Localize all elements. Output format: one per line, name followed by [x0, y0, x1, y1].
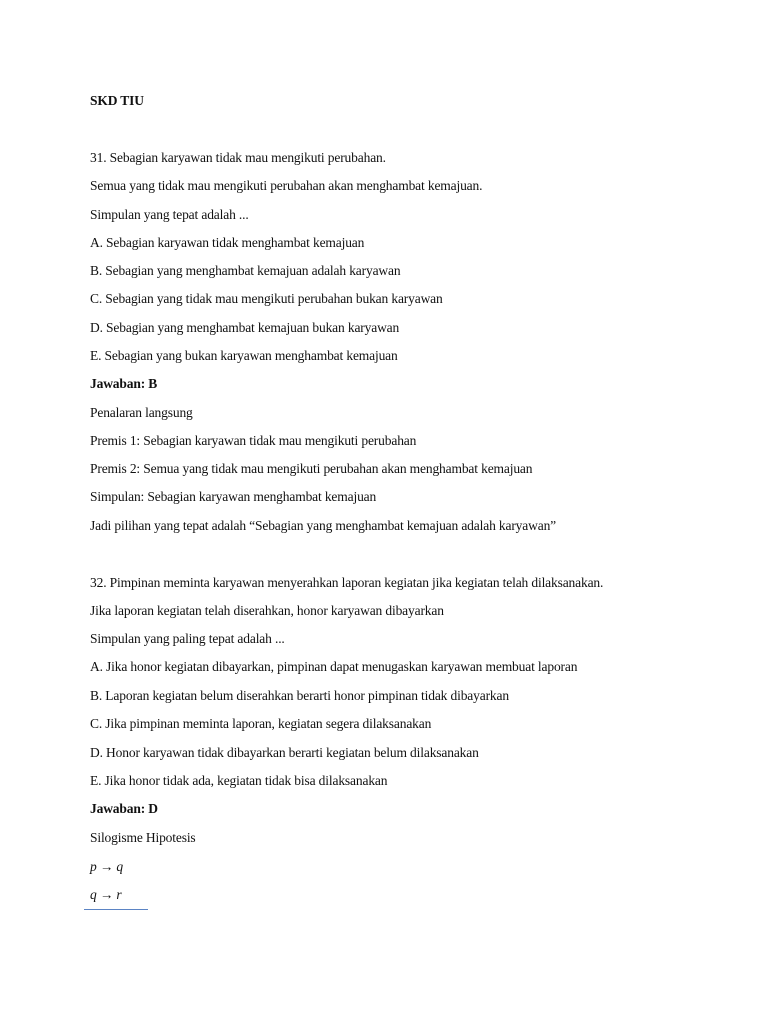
q31-question-line-2: Semua yang tidak mau mengikuti perubahan akan menghambat kemajuan.: [90, 178, 483, 193]
q32-question-line-2: Jika laporan kegiatan telah diserahkan, honor karyawan dibayarkan: [90, 603, 444, 618]
q31-option-d: D. Sebagian yang menghambat kemajuan bukan karyawan: [90, 320, 400, 335]
q32-formula-1: p → q: [90, 859, 124, 874]
q31-option-b: B. Sebagian yang menghambat kemajuan adalah karyawan: [90, 263, 401, 278]
q31-final-choice: Jadi pilihan yang tepat adalah “Sebagian yang menghambat kemajuan adalah karyawan”: [90, 518, 557, 533]
q32-prompt: Simpulan yang paling tepat adalah ...: [90, 631, 285, 646]
q31-explanation-title: Penalaran langsung: [90, 405, 193, 420]
q31-option-e: E. Sebagian yang bukan karyawan menghambat kemajuan: [90, 348, 398, 363]
q32-option-b: B. Laporan kegiatan belum diserahkan berarti honor pimpinan tidak dibayarkan: [90, 688, 509, 703]
q32-explanation-title: Silogisme Hipotesis: [90, 830, 196, 845]
q31-prompt: Simpulan yang tepat adalah ...: [90, 207, 249, 222]
q32-option-c: C. Jika pimpinan meminta laporan, kegiatan segera dilaksanakan: [90, 716, 432, 731]
q32-option-a: A. Jika honor kegiatan dibayarkan, pimpinan dapat menugaskan karyawan membuat laporan: [90, 659, 578, 674]
document-heading: SKD TIU: [90, 93, 144, 108]
q32-question-line-1: 32. Pimpinan meminta karyawan menyerahkan laporan kegiatan jika kegiatan telah dilaksanakan.: [90, 575, 604, 590]
q31-answer: Jawaban: B: [90, 376, 158, 391]
q31-question-line-1: 31. Sebagian karyawan tidak mau mengikuti perubahan.: [90, 150, 386, 165]
formula-underline: [84, 909, 148, 910]
q31-option-a: A. Sebagian karyawan tidak menghambat kemajuan: [90, 235, 365, 250]
q32-formula-2: q → r: [90, 887, 122, 902]
q32-option-e: E. Jika honor tidak ada, kegiatan tidak bisa dilaksanakan: [90, 773, 388, 788]
q31-premise-1: Premis 1: Sebagian karyawan tidak mau mengikuti perubahan: [90, 433, 417, 448]
q31-option-c: C. Sebagian yang tidak mau mengikuti perubahan bukan karyawan: [90, 291, 443, 306]
q32-option-d: D. Honor karyawan tidak dibayarkan berarti kegiatan belum dilaksanakan: [90, 745, 479, 760]
q31-premise-2: Premis 2: Semua yang tidak mau mengikuti perubahan akan menghambat kemajuan: [90, 461, 533, 476]
q32-answer: Jawaban: D: [90, 801, 158, 816]
q31-conclusion: Simpulan: Sebagian karyawan menghambat kemajuan: [90, 489, 377, 504]
